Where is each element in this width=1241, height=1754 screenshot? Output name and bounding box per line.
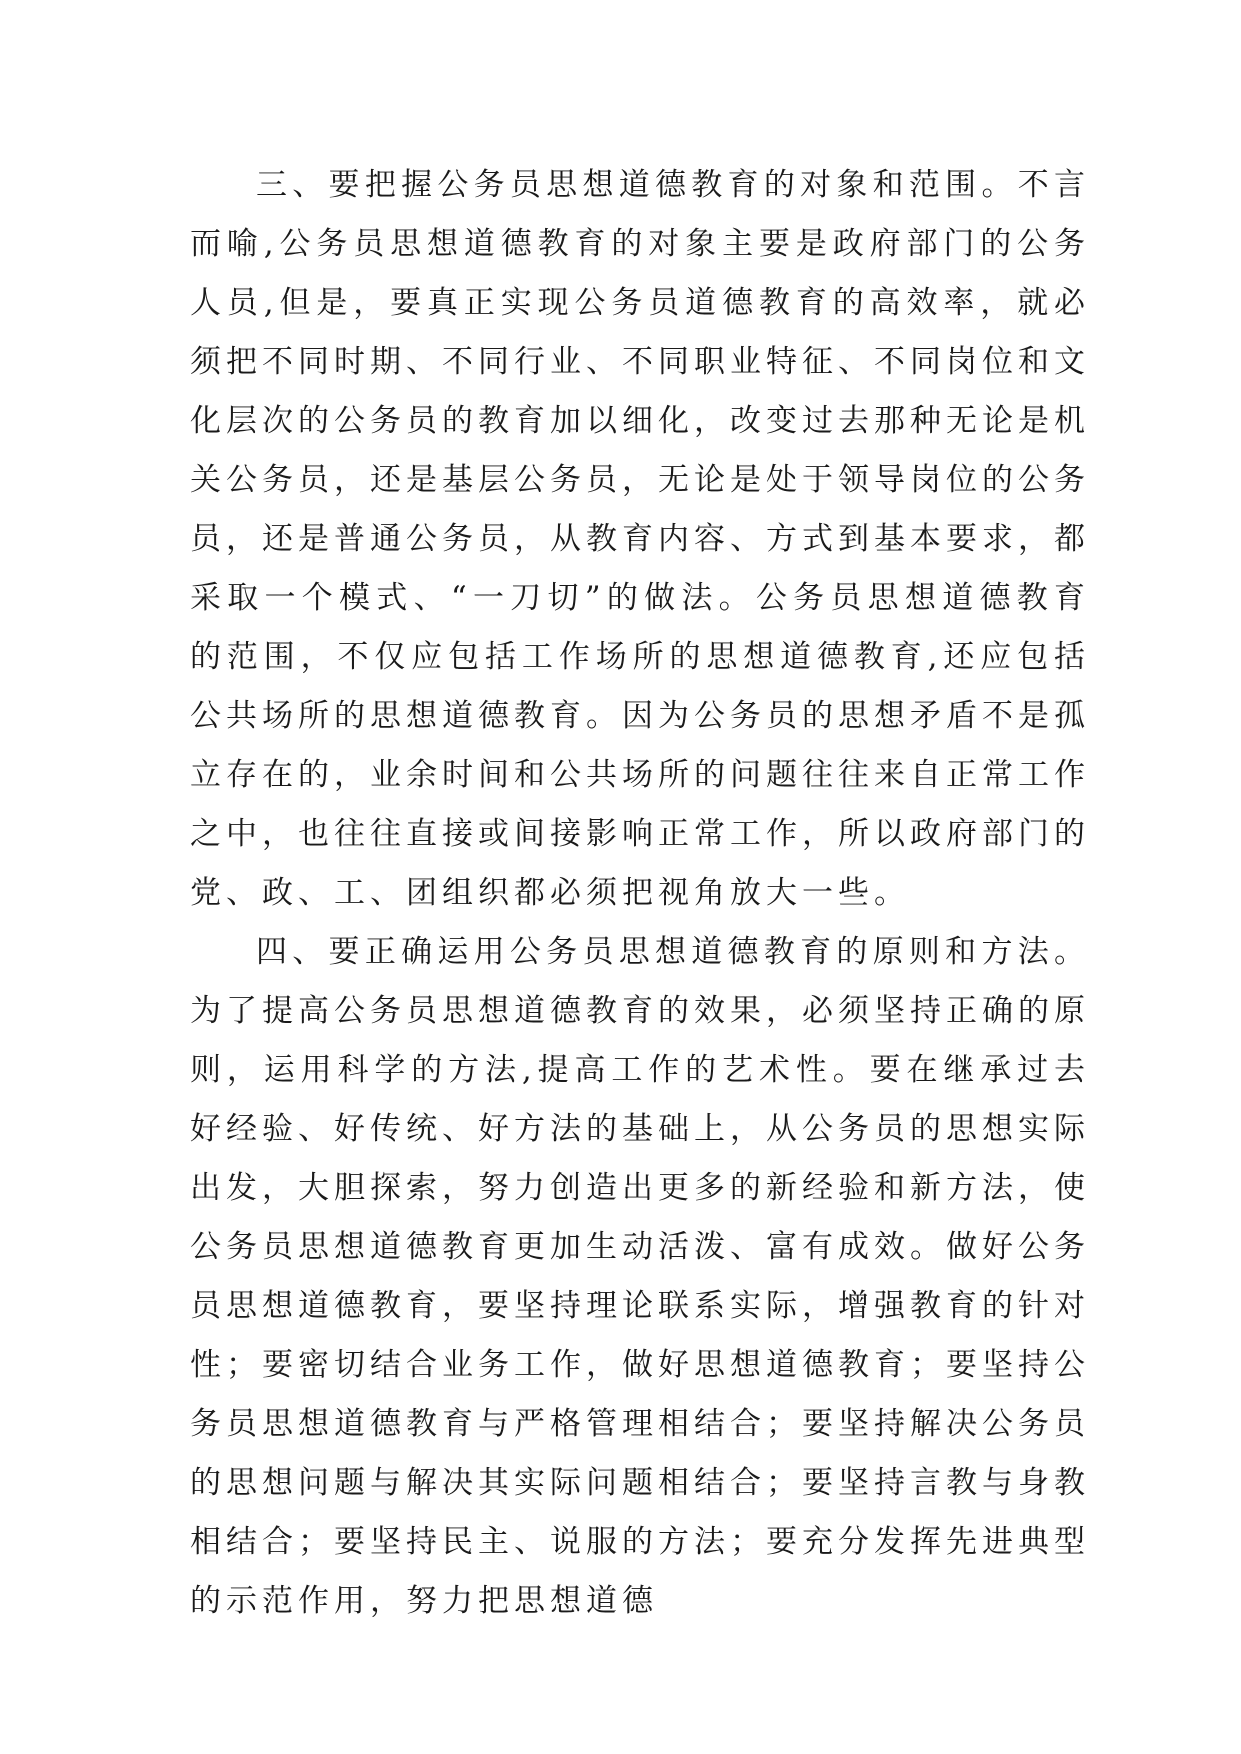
paragraph-scope: 三、要把握公务员思想道德教育的对象和范围。不言而喻,公务员思想道德教育的对象主要是政府部门的公务人员,但是，要真正实现公务员道德教育的高效率，就必须把不同时期、不同行业、不同职业特征、不同岗位和文化层次的公务员的教育加以细化，改变过去那种无论是机关公务员，还是基层公务员，无论是处于领导岗位的公务员，还是普通公务员，从教育内容、方式到基本要求，都采取一个模式、“一刀切”的做法。公务员思想道德教育的范围，不仅应包括工作场所的思想道德教育,还应包括公共场所的思想道德教育。因为公务员的思想矛盾不是孤立存在的，业余时间和公共场所的问题往往来自正常工作之中，也往往直接或间接影响正常工作，所以政府部门的党、政、工、团组织都必须把视角放大一些。 xyxy=(190,167,1090,911)
body-text xyxy=(190,156,1090,1631)
paragraph-principles: 四、要正确运用公务员思想道德教育的原则和方法。为了提高公务员思想道德教育的效果，必须坚持正确的原则，运用科学的方法,提高工作的艺术性。要在继承过去好经验、好传统、好方法的基础上，从公务员的思想实际出发，大胆探索，努力创造出更多的新经验和新方法，使公务员思想道德教育更加生动活泼、富有成效。做好公务员思想道德教育，要坚持理论联系实际，增强教育的针对性；要密切结合业务工作，做好思想道德教育；要坚持公务员思想道德教育与严格管理相结合；要坚持解决公务员的思想问题与解决其实际问题相结合；要坚持言教与身教相结合；要坚持民主、说服的方法；要充分发挥先进典型的示范作用，努力把思想道德 xyxy=(190,934,1090,1619)
